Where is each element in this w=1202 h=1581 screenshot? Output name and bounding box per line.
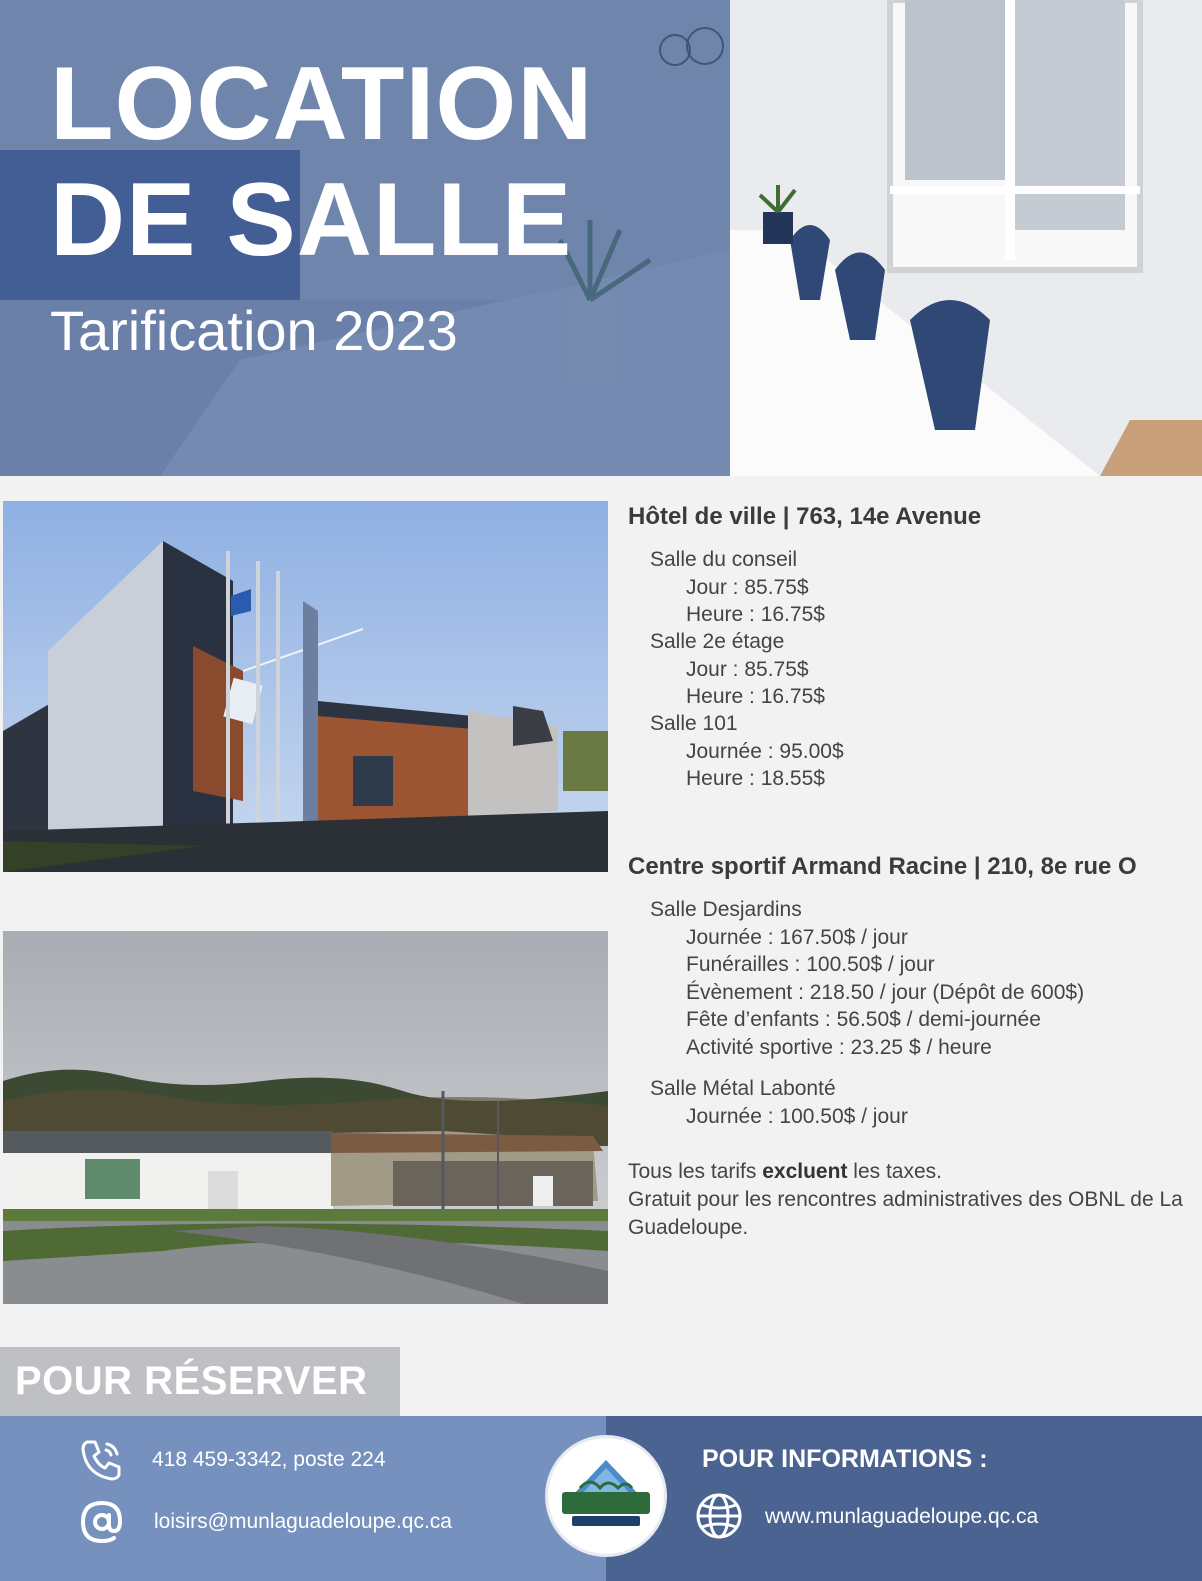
la-guadeloupe-logo: [548, 1438, 664, 1554]
hotel-de-ville-photo: [3, 501, 608, 872]
hero-banner: [0, 0, 1202, 476]
info-heading: POUR INFORMATIONS :: [702, 1445, 988, 1473]
room-name: Salle 101: [650, 712, 738, 735]
room-name: Salle Métal Labonté: [650, 1077, 836, 1100]
centre-sportif-photo: [3, 931, 608, 1304]
room-name: Salle 2e étage: [650, 630, 785, 653]
rate-line: Journée : 167.50$ / jour: [686, 926, 908, 949]
venue-title-centre-sportif: Centre sportif Armand Racine | 210, 8e rue O: [628, 853, 1137, 880]
email-address[interactable]: loisirs@munlaguadeloupe.qc.ca: [154, 1510, 452, 1533]
reserve-tab: POUR RÉSERVER: [0, 1347, 400, 1416]
rate-line: Activité sportive : 23.25 $ / heure: [686, 1036, 992, 1059]
rate-line: Fête d’enfants : 56.50$ / demi-journée: [686, 1008, 1041, 1031]
pricing-notes: [628, 1158, 1188, 1242]
rate-line: Funérailles : 100.50$ / jour: [686, 953, 935, 976]
rate-line: Heure : 16.75$: [686, 603, 825, 626]
page-title: LOCATION DE SALLE: [50, 46, 594, 278]
logo-emblem: [548, 1438, 664, 1554]
website-link[interactable]: www.munlaguadeloupe.qc.ca: [765, 1505, 1039, 1528]
taxes-note: Tous les tarifs excluent les taxes.: [628, 1160, 942, 1183]
rate-line: Journée : 100.50$ / jour: [686, 1105, 908, 1128]
phone-number[interactable]: 418 459-3342, poste 224: [152, 1448, 386, 1471]
rate-line: Jour : 85.75$: [686, 658, 809, 681]
rate-line: Heure : 18.55$: [686, 767, 825, 790]
room-name: Salle du conseil: [650, 548, 798, 571]
at-icon: [78, 1498, 126, 1546]
rate-line: Jour : 85.75$: [686, 576, 809, 599]
phone-icon: [77, 1436, 125, 1484]
rate-line: Évènement : 218.50 / jour (Dépôt de 600$): [686, 981, 1085, 1004]
room-name: Salle Desjardins: [650, 898, 802, 921]
rate-line: Heure : 16.75$: [686, 685, 825, 708]
rate-line: Journée : 95.00$: [686, 740, 844, 763]
page-subtitle: Tarification 2023: [50, 299, 458, 362]
free-note: Gratuit pour les rencontres administratives des OBNL de La Guadeloupe.: [628, 1188, 1183, 1239]
venue-title-hotel-de-ville: Hôtel de ville | 763, 14e Avenue: [628, 503, 982, 530]
globe-icon: [695, 1492, 743, 1540]
